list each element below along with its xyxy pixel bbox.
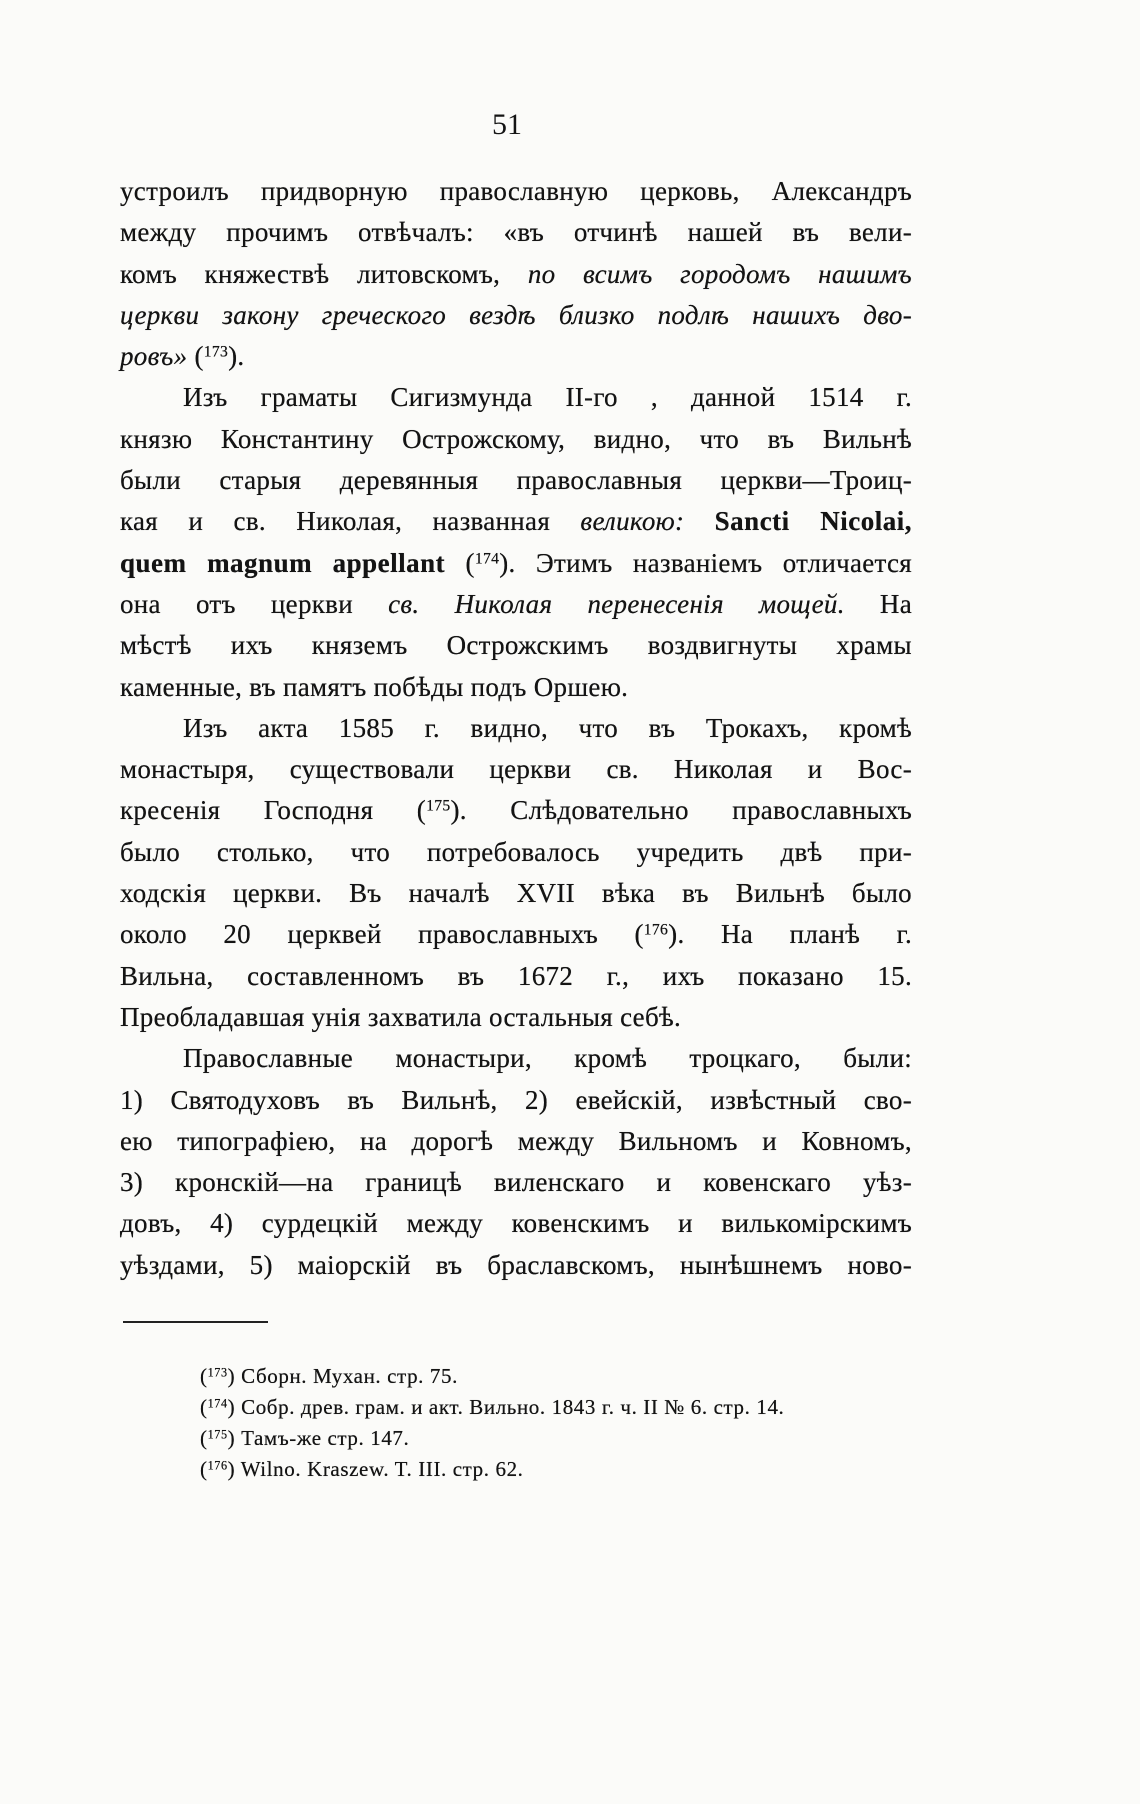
text-line xyxy=(120,1038,912,1079)
text-run xyxy=(684,506,714,536)
footnote-ref: 176 xyxy=(643,921,669,939)
text-run: 1) Святодуховъ въ Вильнѣ, 2) евейскій, извѣстный сво- xyxy=(120,1084,912,1115)
text-line xyxy=(120,295,912,336)
footnote-ref: 175 xyxy=(426,797,451,815)
text-run: ). xyxy=(228,341,245,372)
footnote-ref: 173 xyxy=(203,343,229,361)
text-line xyxy=(120,460,912,501)
text-run: кресенія Господня ( xyxy=(120,795,427,826)
text-line xyxy=(120,501,912,542)
text-run: князю Константину Острожскому, видно, что въ Вильнѣ xyxy=(120,423,912,454)
paragraph xyxy=(120,1038,912,1286)
italic-text: ровъ» xyxy=(120,341,188,372)
footnotes xyxy=(200,1361,912,1485)
footnote-ref: 173 xyxy=(207,1365,228,1380)
italic-text: св. Николая перенесенія мощей. xyxy=(388,588,845,619)
text-line xyxy=(120,1121,912,1162)
text-run: около 20 церквей православныхъ ( xyxy=(120,919,644,950)
text-run: На xyxy=(844,588,912,619)
text-run: Вильна, составленномъ въ 1672 г., ихъ показано 15. xyxy=(120,960,912,991)
paragraph xyxy=(120,171,912,377)
footnote xyxy=(200,1392,912,1423)
text-line xyxy=(120,543,912,584)
paragraph xyxy=(120,708,912,1038)
text-run: ею типографіею, на дорогѣ между Вильномъ и Ковномъ, xyxy=(120,1125,912,1156)
text-run: ) Тамъ-же стр. 147. xyxy=(227,1426,410,1450)
italic-text: великою: xyxy=(580,506,685,537)
text-run: Преобладавшая унія захватила остальныя себѣ. xyxy=(120,1001,682,1032)
text-line xyxy=(120,832,912,873)
text-run: ) Wilno. Kraszew. T. III. стр. 62. xyxy=(227,1457,524,1481)
footnote-ref: 176 xyxy=(207,1458,228,1473)
text-run: ). Этимъ названіемъ отличается xyxy=(499,547,912,578)
body-text xyxy=(120,171,912,1286)
page-number: 51 xyxy=(492,108,522,141)
text-line xyxy=(120,1080,912,1121)
text-run: кая и св. Николая, названная xyxy=(120,506,581,537)
text-run: ходскія церкви. Въ началѣ XVII вѣка въ Вильнѣ было xyxy=(120,878,912,909)
text-run: мѣстѣ ихъ княземъ Острожскимъ воздвигнуты храмы xyxy=(120,630,912,661)
text-line xyxy=(120,1245,912,1286)
text-run: были старыя деревянныя православныя церкви—Троиц- xyxy=(120,465,912,496)
text-line xyxy=(120,625,912,666)
text-line xyxy=(120,997,912,1038)
text-run: Изъ акта 1585 г. видно, что въ Трокахъ, кромѣ xyxy=(183,712,912,743)
footnote-divider xyxy=(123,1321,268,1323)
text-run: ( xyxy=(200,1364,208,1388)
italic-text: по всимъ городомъ нашимъ xyxy=(527,258,912,289)
text-line xyxy=(120,708,912,749)
footnote-ref: 174 xyxy=(474,550,500,568)
text-run: комъ княжествѣ литовскомъ, xyxy=(120,258,528,289)
text-run: ). На планѣ г. xyxy=(668,919,913,950)
latin-quote: Sancti Nicolai, xyxy=(714,506,912,537)
text-run: ). Слѣдовательно православныхъ xyxy=(450,795,912,826)
text-line xyxy=(120,873,912,914)
footnote xyxy=(200,1423,912,1454)
text-line xyxy=(120,584,912,625)
text-run: ( xyxy=(187,341,204,372)
text-line xyxy=(120,419,912,460)
text-run: 3) кронскій—на границѣ виленскаго и ковенскаго уѣз- xyxy=(120,1167,912,1198)
text-run: ( xyxy=(200,1457,208,1481)
italic-text: церкви закону греческого вездѣ близко подлѣ нашихъ дво- xyxy=(120,299,912,330)
text-line xyxy=(120,377,912,418)
text-line xyxy=(120,1203,912,1244)
footnote xyxy=(200,1454,912,1485)
footnote-ref: 175 xyxy=(207,1427,228,1442)
latin-quote: quem magnum appellant xyxy=(120,547,446,578)
text-line xyxy=(120,212,912,253)
text-line xyxy=(120,667,912,708)
text-run: ) Сборн. Мухан. стр. 75. xyxy=(227,1364,458,1388)
text-run: было столько, что потребовалось учредить двѣ при- xyxy=(120,836,912,867)
text-run: уѣздами, 5) маіорскій въ браславскомъ, нынѣшнемъ ново- xyxy=(120,1249,912,1280)
footnote xyxy=(200,1361,912,1392)
text-run: ( xyxy=(200,1395,208,1419)
text-run: Изъ граматы Сигизмунда II-го , данной 1514 г. xyxy=(183,382,912,413)
text-run: каменные, въ памятъ побѣды подъ Оршею. xyxy=(120,671,629,702)
text-run: ( xyxy=(200,1426,208,1450)
text-line xyxy=(120,1162,912,1203)
text-run: между прочимъ отвѣчалъ: «въ отчинѣ нашей въ вели- xyxy=(120,217,912,248)
text-line xyxy=(120,956,912,997)
text-line xyxy=(120,749,912,790)
text-run: устроилъ придворную православную церковь, Александръ xyxy=(120,176,912,206)
text-line xyxy=(120,171,912,212)
text-line xyxy=(120,336,912,377)
text-run: довъ, 4) сурдецкій между ковенскимъ и вилькомірскимъ xyxy=(120,1208,912,1239)
text-run: Православные монастыри, кромѣ троцкаго, были: xyxy=(183,1043,912,1074)
text-run: монастыря, существовали церкви св. Николая и Вос- xyxy=(120,754,912,785)
paragraph xyxy=(120,377,912,707)
text-line xyxy=(120,914,912,955)
text-line xyxy=(120,254,912,295)
text-line xyxy=(120,790,912,831)
text-run: ) Собр. древ. грам. и акт. Вильно. 1843 г. ч. II № 6. стр. 14. xyxy=(227,1395,785,1419)
text-run: она отъ церкви xyxy=(120,588,389,619)
footnote-ref: 174 xyxy=(207,1396,228,1411)
text-run: ( xyxy=(445,547,475,578)
